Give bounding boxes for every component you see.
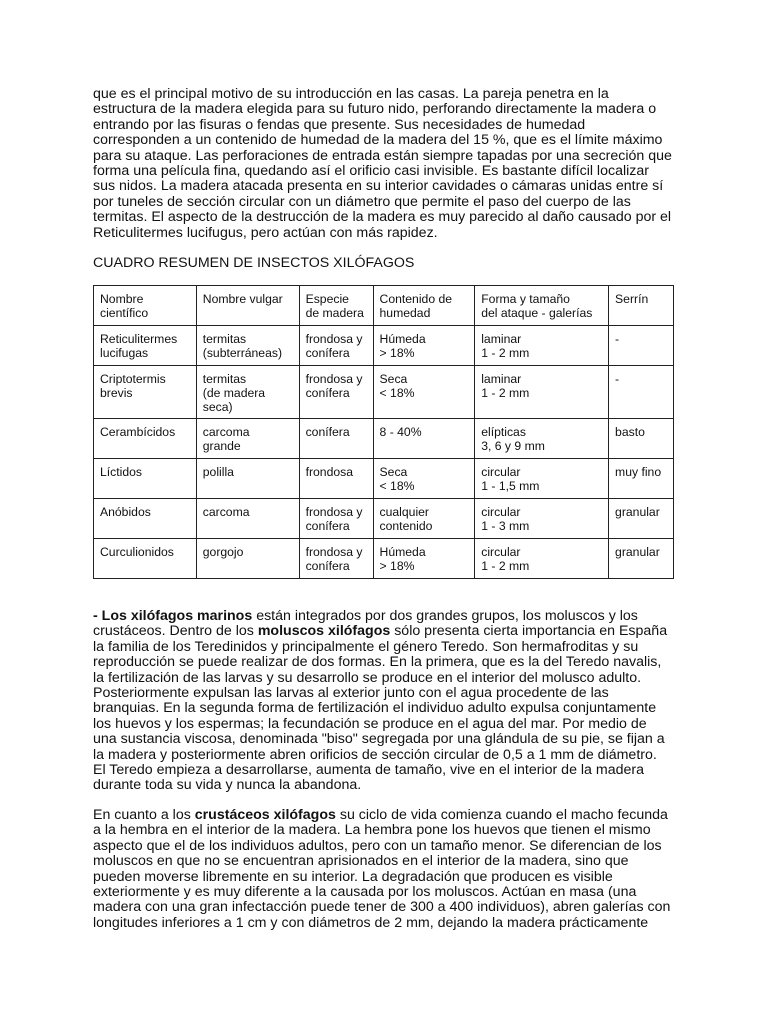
table-cell: Húmeda > 18% — [373, 539, 475, 579]
table-cell: frondosa y conífera — [299, 539, 373, 579]
text-line: branquias. En la segunda forma de fertilización el individuo adulto expulsa conjuntamente — [93, 700, 657, 717]
table-cell: laminar 1 - 2 mm — [475, 366, 609, 419]
paragraph-termitas — [93, 87, 683, 241]
header-cell: Especie de madera — [299, 286, 373, 326]
text-line: aspecto que el de los individuos adultos, pero con un tamaño menor. Se diferencian de los — [93, 837, 662, 854]
table-cell: cualquier contenido — [373, 499, 475, 539]
text-line: forma una película fina, quedando así el orificio casi invisible. Es bastante difícil localizar — [93, 163, 649, 180]
table-cell: - — [609, 366, 674, 419]
table-cell: - — [609, 326, 674, 366]
text-line: una sustancia viscosa, denominada "biso" segregada por una glándula de su pie, se fijan a — [93, 731, 665, 748]
header-cell: Nombre vulgar — [196, 286, 299, 326]
table-cell: Seca < 18% — [373, 459, 475, 499]
text-line: durante toda su vida y nunca la abandona. — [93, 777, 362, 794]
text-line: - Los xilófagos marinos están integrados por dos grandes grupos, los moluscos y los — [93, 608, 638, 624]
table-row — [94, 366, 674, 419]
table-title: CUADRO RESUMEN DE INSECTOS XILÓFAGOS — [93, 255, 415, 271]
table-cell: frondosa y conífera — [299, 366, 373, 419]
header-cell: Forma y tamaño del ataque - galerías — [475, 286, 609, 326]
text-line: la fertilización de las larvas y su desarrollo se produce en el interior del molusco adulto. — [93, 669, 642, 686]
text-line: madera con una gran infectacción puede tener de 300 a 400 individuos), abren galerías con — [93, 899, 671, 916]
text-line: corresponden a un contenido de humedad de la madera del 15 %, que es el límite máximo — [93, 132, 663, 149]
text-line: El Teredo empieza a desarrollarse, aumenta de tamaño, vive en el interior de la madera — [93, 762, 644, 779]
table-cell: frondosa y conífera — [299, 326, 373, 366]
text-line: termitas. El aspecto de la destrucción de la madera es muy parecido al daño causado por el — [93, 209, 672, 226]
text-line: para su ataque. Las perforaciones de entrada están siempre tapadas por una secreción que — [93, 147, 672, 164]
table-cell: gorgojo — [196, 539, 299, 579]
header-cell: Nombre científico — [94, 286, 197, 326]
paragraph-crustaceos — [93, 808, 683, 931]
text-line: entrando por las fisuras o fendas que presente. Sus necesidades de humedad — [93, 116, 586, 133]
table-row — [94, 459, 674, 499]
table-cell: circular 1 - 1,5 mm — [475, 459, 609, 499]
table-cell: elípticas 3, 6 y 9 mm — [475, 419, 609, 459]
text-line: Reticulitermes lucifugus, pero actúan con más rapidez. — [93, 224, 438, 241]
text-line: por tuneles de sección circular con un diámetro que permite el paso del cuerpo de las — [93, 193, 631, 210]
table-cell: Anóbidos — [94, 499, 197, 539]
text-line: exteriormente y es muy diferente a la causada por los moluscos. Actúan en masa (una — [93, 884, 637, 901]
table-cell: 8 - 40% — [373, 419, 475, 459]
table-cell: Húmeda > 18% — [373, 326, 475, 366]
table-cell: Cerambícidos — [94, 419, 197, 459]
table-cell: Líctidos — [94, 459, 197, 499]
text-line: sus nidos. La madera atacada presenta en su interior cavidades o cámaras unidas entre sí — [93, 178, 664, 195]
table-row — [94, 499, 674, 539]
table-cell: Curculionidos — [94, 539, 197, 579]
table-row — [94, 539, 674, 579]
table-row — [94, 419, 674, 459]
text-line: Posteriormente expulsan las larvas al exterior junto con el agua procedente de las — [93, 685, 609, 702]
text-line: En cuanto a los crustáceos xilófagos su ciclo de vida comienza cuando el macho fecunda — [93, 807, 668, 823]
header-cell: Contenido de humedad — [373, 286, 475, 326]
text-line: los huevos y los espermas; la fecundación se produce en el agua del mar. Por medio de — [93, 715, 647, 732]
text-line: longitudes inferiores a 1 cm y con diámetros de 2 mm, dejando la madera prácticamente — [93, 914, 649, 931]
table-cell: Reticulitermes lucifugas — [94, 326, 197, 366]
paragraph-xilofagos-marinos — [93, 609, 683, 794]
text-line: a la hembra en el interior de la madera. La hembra pone los huevos que tienen el mismo — [93, 822, 651, 839]
table-cell: basto — [609, 419, 674, 459]
text-line: reproducción se puede realizar de dos formas. En la primera, que es la del Teredo navalis, — [93, 654, 662, 671]
text-line: la madera y posteriormente abren orificios de sección circular de 0,5 a 1 mm de diámetro. — [93, 746, 657, 763]
table-header-row — [94, 286, 674, 326]
header-cell: Serrín — [609, 286, 674, 326]
table-cell: termitas (de madera seca) — [196, 366, 299, 419]
table-cell: Seca < 18% — [373, 366, 475, 419]
table-cell: granular — [609, 539, 674, 579]
text-line: que es el principal motivo de su introducción en las casas. La pareja penetra en la — [93, 86, 609, 102]
table-cell: Criptotermis brevis — [94, 366, 197, 419]
table-cell: circular 1 - 3 mm — [475, 499, 609, 539]
table-cell: muy fino — [609, 459, 674, 499]
table-cell: circular 1 - 2 mm — [475, 539, 609, 579]
text-line: la familia de los Teredinidos y principalmente el género Teredo. Son hermafroditas y su — [93, 638, 639, 655]
text-line: estructura de la madera elegida para su futuro nido, perforando directamente la madera o — [93, 101, 657, 118]
table-cell: laminar 1 - 2 mm — [475, 326, 609, 366]
table-cell: carcoma — [196, 499, 299, 539]
insect-summary-table — [93, 285, 674, 579]
table-cell: termitas (subterráneas) — [196, 326, 299, 366]
table-cell: conífera — [299, 419, 373, 459]
table-cell: carcoma grande — [196, 419, 299, 459]
text-line: pueden moverse libremente en su interior. La degradación que producen es visible — [93, 868, 613, 885]
table-cell: frondosa y conífera — [299, 499, 373, 539]
table-row — [94, 326, 674, 366]
table-cell: polilla — [196, 459, 299, 499]
table-cell: granular — [609, 499, 674, 539]
table-cell: frondosa — [299, 459, 373, 499]
text-line: crustáceos. Dentro de los moluscos xilófagos sólo presenta cierta importancia en España — [93, 623, 668, 640]
text-line: moluscos en que no se encuentran aprisionados en el interior de la madera, sino que — [93, 853, 629, 870]
